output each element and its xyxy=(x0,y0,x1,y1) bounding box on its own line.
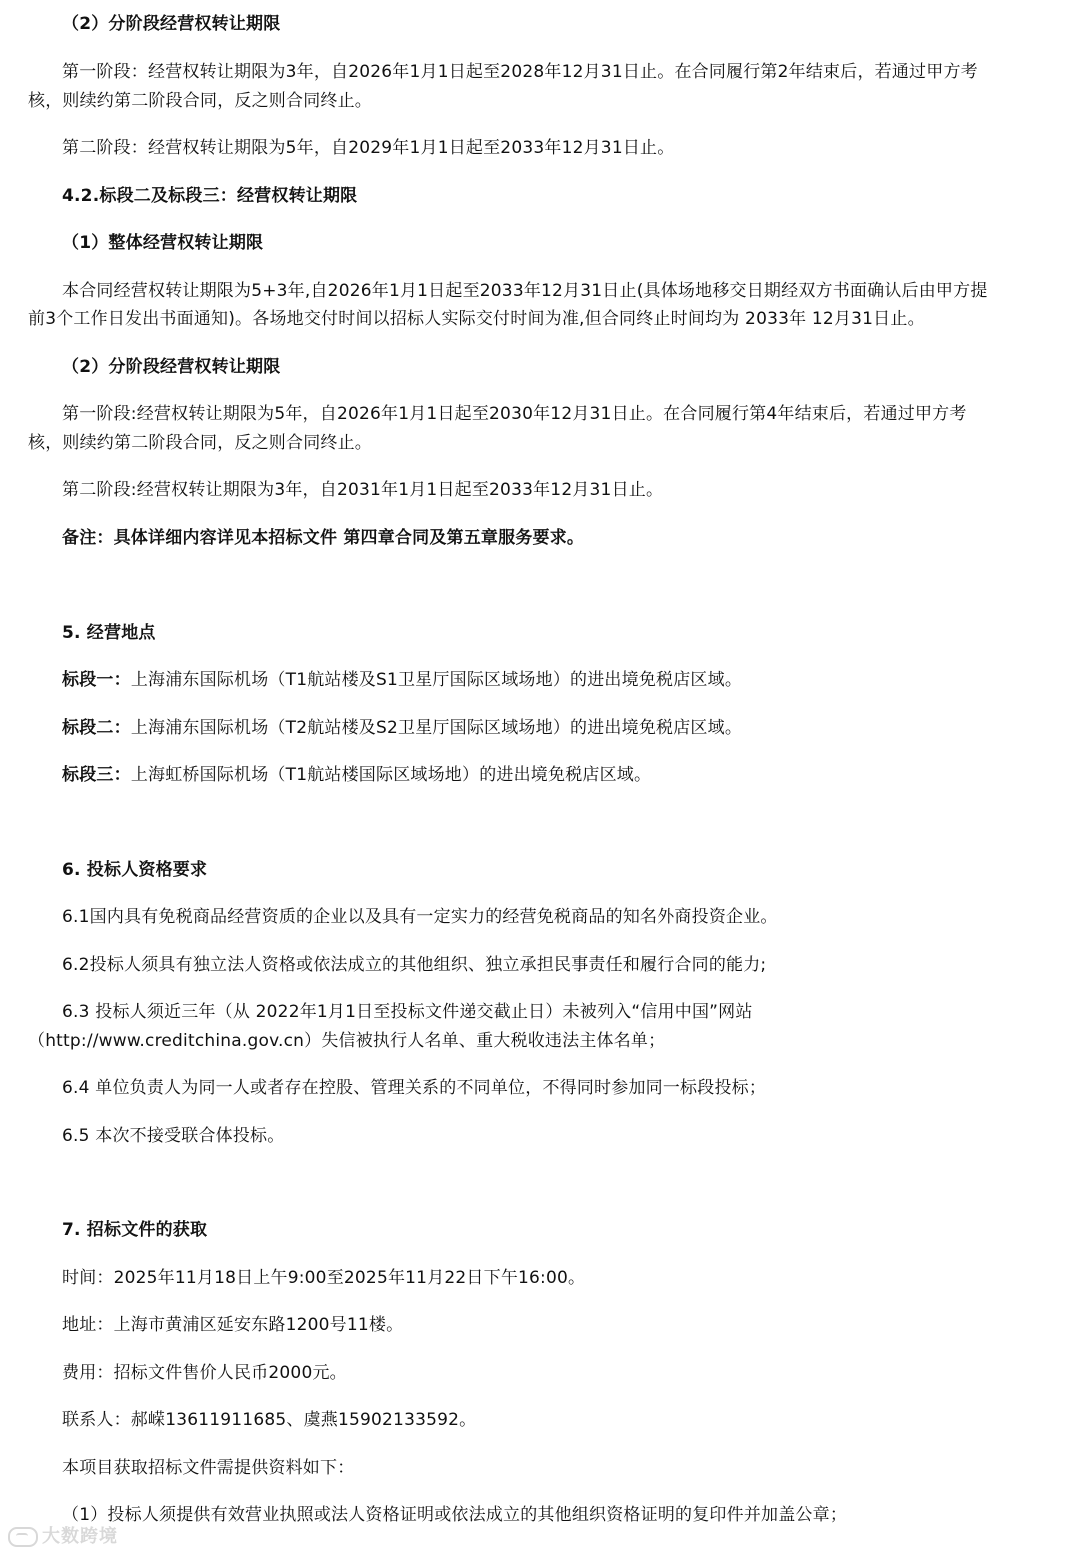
paragraph-line: （http://www.creditchina.gov.cn）失信被执行人名单、重大税收违法主体名单； xyxy=(28,1031,666,1051)
section-heading: （2）分阶段经营权转让期限 xyxy=(62,14,281,34)
lot-label: 标段二： xyxy=(62,718,131,738)
paragraph-line: 时间：2025年11月18日上午9:00至2025年11月22日下午16:00。 xyxy=(62,1268,586,1288)
lot-label: 标段一： xyxy=(62,670,131,690)
watermark xyxy=(8,1522,118,1548)
paragraph-line: 本项目获取招标文件需提供资料如下： xyxy=(62,1458,355,1478)
brand-logo-icon xyxy=(8,1527,38,1547)
paragraph-line: 核，则续约第二阶段合同，反之则合同终止。 xyxy=(28,91,372,111)
paragraph-line: 6.1国内具有免税商品经营资质的企业以及具有一定实力的经营免税商品的知名外商投资企业。 xyxy=(62,907,778,927)
lot-line xyxy=(62,763,651,787)
paragraph-line: 6.3 投标人须近三年（从 2022年1月1日至投标文件递交截止日）未被列入“信用中国”网站 xyxy=(62,1002,753,1022)
paragraph-line: 前3个工作日发出书面通知)。各场地交付时间以招标人实际交付时间为准,但合同终止时间均为 2033年 12月31日止。 xyxy=(28,309,925,329)
lot-text: 上海虹桥国际机场（T1航站楼国际区域场地）的进出境免税店区域。 xyxy=(130,765,652,785)
lot-text: 上海浦东国际机场（T1航站楼及S1卫星厅国际区域场地）的进出境免税店区域。 xyxy=(130,670,743,690)
section-heading: 4.2.标段二及标段三：经营权转让期限 xyxy=(62,186,358,206)
lot-line xyxy=(62,716,742,740)
section-heading: （2）分阶段经营权转让期限 xyxy=(62,357,281,377)
paragraph-line: 第一阶段：经营权转让期限为3年，自2026年1月1日起至2028年12月31日止。在合同履行第2年结束后，若通过甲方考 xyxy=(62,62,978,82)
paragraph-line: 地址：上海市黄浦区延安东路1200号11楼。 xyxy=(62,1315,404,1335)
paragraph-line: 6.4 单位负责人为同一人或者存在控股、管理关系的不同单位，不得同时参加同一标段投标； xyxy=(62,1078,767,1098)
section-heading: 6. 投标人资格要求 xyxy=(62,860,208,880)
lot-text: 上海浦东国际机场（T2航站楼及S2卫星厅国际区域场地）的进出境免税店区域。 xyxy=(130,718,743,738)
watermark-text: 大数跨境 xyxy=(42,1526,118,1547)
paragraph-line: 第二阶段：经营权转让期限为5年，自2029年1月1日起至2033年12月31日止。 xyxy=(62,138,675,158)
paragraph-line: （1）投标人须提供有效营业执照或法人资格证明或依法成立的其他组织资格证明的复印件并加盖公章； xyxy=(62,1505,848,1525)
lot-label: 标段三： xyxy=(62,765,131,785)
section-heading: （1）整体经营权转让期限 xyxy=(62,233,264,253)
note-line: 备注：具体详细内容详见本招标文件 第四章合同及第五章服务要求。 xyxy=(62,528,585,548)
paragraph-line: 本合同经营权转让期限为5+3年,自2026年1月1日起至2033年12月31日止(具体场地移交日期经双方书面确认后由甲方提 xyxy=(62,281,988,301)
paragraph-line: 第二阶段:经营权转让期限为3年，自2031年1月1日起至2033年12月31日止。 xyxy=(62,480,664,500)
paragraph-line: 核，则续约第二阶段合同，反之则合同终止。 xyxy=(28,433,372,453)
section-heading: 7. 招标文件的获取 xyxy=(62,1220,208,1240)
lot-line xyxy=(62,668,742,692)
paragraph-line: 6.5 本次不接受联合体投标。 xyxy=(62,1126,285,1146)
paragraph-line: 第一阶段:经营权转让期限为5年，自2026年1月1日起至2030年12月31日止。在合同履行第4年结束后，若通过甲方考 xyxy=(62,404,967,424)
section-heading: 5. 经营地点 xyxy=(62,623,156,643)
paragraph-line: 6.2投标人须具有独立法人资格或依法成立的其他组织、独立承担民事责任和履行合同的能力; xyxy=(62,955,767,975)
paragraph-line: 联系人：郝嵘13611911685、虞燕15902133592。 xyxy=(62,1410,477,1430)
paragraph-line: 费用：招标文件售价人民币2000元。 xyxy=(62,1363,347,1383)
